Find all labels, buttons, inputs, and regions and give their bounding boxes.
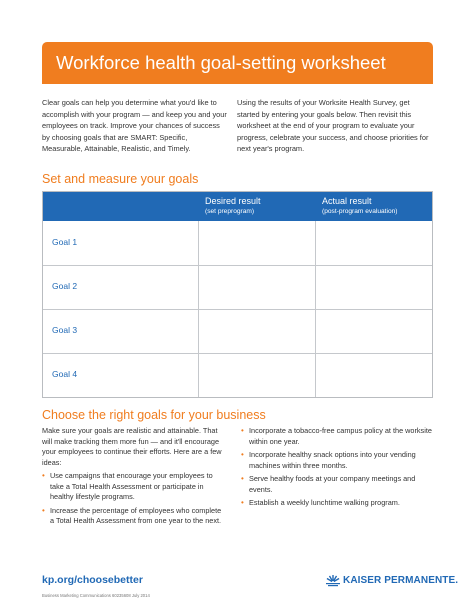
list-item-text: Use campaigns that encourage your employees to take a Total Health Assessment or participate in healthy lifestyle programs. <box>50 471 213 501</box>
bullet-icon: • <box>241 498 244 507</box>
column-header-desired <box>205 196 261 216</box>
goal-4-label: Goal 4 <box>52 369 78 379</box>
list-item <box>241 450 433 471</box>
intro-left-paragraph: Clear goals can help you determine what you'd like to accomplish with your program — and keep you and your employees on track. Improve your chances of success by choosing goals that are SMART: Specific, Measurable, Attainable, Realistic, and Timely. <box>42 98 227 154</box>
row-divider <box>43 265 432 266</box>
list-item-text: Serve healthy foods at your company meetings and events. <box>249 474 416 494</box>
goals-table <box>42 191 433 398</box>
bullet-icon: • <box>42 505 45 515</box>
bullet-icon: • <box>42 471 45 480</box>
list-item-text: Establish a weekly lunchtime walking program. <box>249 498 400 507</box>
intro-right-paragraph: Using the results of your Worksite Health Survey, get started by entering your goals below. Then revisit this worksheet at the end of your program to evaluate your progress, celebrate your success, and choose priorities for next year's program. <box>237 98 429 154</box>
bullet-icon: • <box>241 474 244 483</box>
list-item-text: Incorporate healthy snack options into your vending machines within three months. <box>249 450 416 470</box>
list-item-text: Incorporate a tobacco-free campus policy at the worksite within one year. <box>249 426 432 446</box>
bullets-right-column <box>241 426 433 509</box>
list-item <box>241 498 433 509</box>
list-item <box>241 426 433 447</box>
footer-fine-print: Business Marketing Communications 60235608 July 2014 <box>42 593 150 598</box>
logo-sunburst-icon <box>325 574 341 588</box>
goal-3-label: Goal 3 <box>52 325 78 335</box>
list-item-text: Increase the percentage of employees who complete a Total Health Assessment from one year to the next. <box>50 505 222 525</box>
row-divider <box>43 309 432 310</box>
kaiser-permanente-logo <box>325 574 459 588</box>
column-subtitle: (set preprogram) <box>205 208 255 215</box>
bullet-icon: • <box>241 450 244 459</box>
row-divider <box>43 353 432 354</box>
section-heading-choose-goals: Choose the right goals for your business <box>42 408 266 422</box>
section2-intro: Make sure your goals are realistic and attainable. That will make tracking them more fun — and it'll encourage your employees to continue their efforts. Here are a few ideas: <box>42 426 222 467</box>
column-title: Desired result <box>205 196 261 206</box>
list-item <box>42 471 227 503</box>
bullets-left-column <box>42 426 227 527</box>
list-item <box>42 506 227 527</box>
goal-1-label: Goal 1 <box>52 237 78 247</box>
column-subtitle: (post-program evaluation) <box>322 208 398 215</box>
section-heading-set-measure: Set and measure your goals <box>42 172 199 186</box>
logo-wordmark: KAISER PERMANENTE. <box>343 575 459 586</box>
footer-url-link[interactable]: kp.org/choosebetter <box>42 574 143 586</box>
column-title: Actual result <box>322 196 372 206</box>
goal-2-label: Goal 2 <box>52 281 78 291</box>
column-header-actual <box>322 196 398 216</box>
bullet-icon: • <box>241 426 244 435</box>
list-item <box>241 474 433 495</box>
page-title: Workforce health goal-setting worksheet <box>56 52 386 73</box>
title-banner <box>42 42 433 84</box>
table-header <box>43 192 432 221</box>
